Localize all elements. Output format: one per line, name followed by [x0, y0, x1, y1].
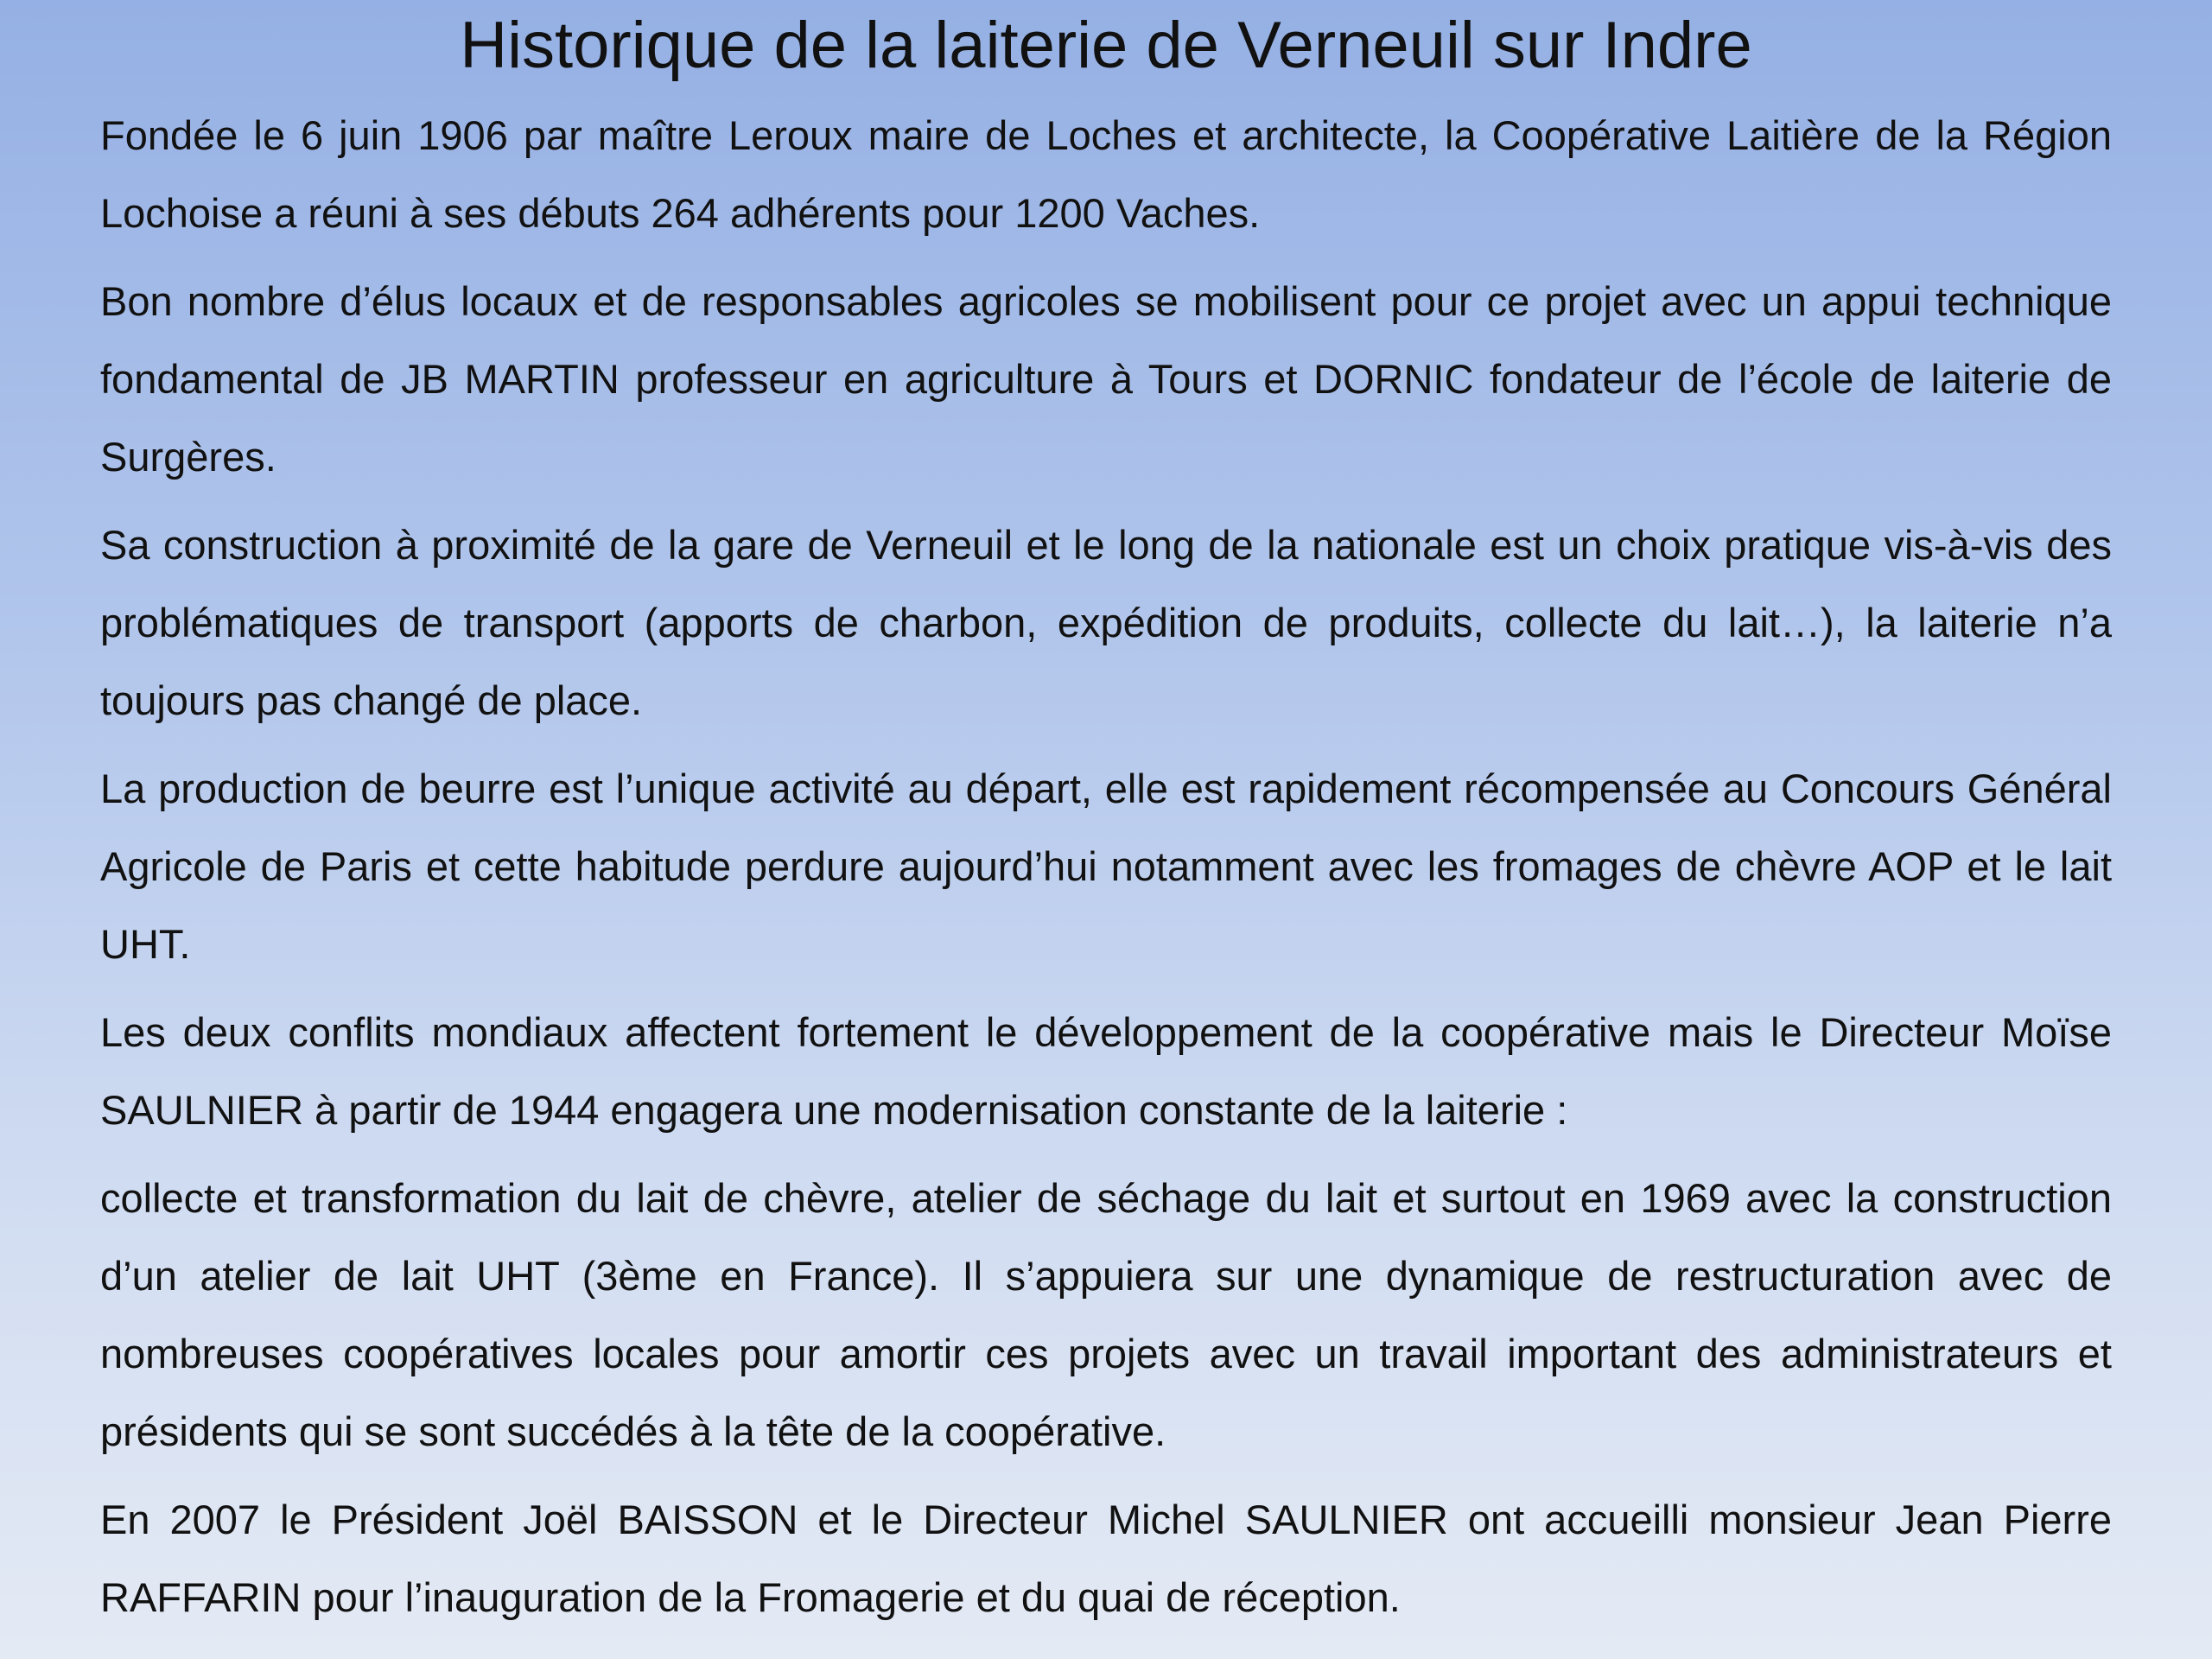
slide-body	[100, 97, 2112, 1647]
paragraph-construction: Sa construction à proximité de la gare de Verneuil et le long de la nationale est un choix pratique vis-à-vis des problématiques de transport (apports de charbon, expédition de produits, collecte du lait…), la laiterie n’a toujours pas changé de place.	[100, 522, 2112, 723]
paragraph-modernisation: collecte et transformation du lait de chèvre, atelier de séchage du lait et surtout en 1969 avec la construction d’un atelier de lait UHT (3ème en France). Il s’appuiera sur une dynamique de restructuration avec de nombreuses coopératives locales pour amortir ces projets avec un travail important des administrateurs et présidents qui se sont succédés à la tête de la coopérative.	[100, 1175, 2112, 1454]
paragraph-inauguration: En 2007 le Président Joël BAISSON et le Directeur Michel SAULNIER ont accueilli monsieur Jean Pierre RAFFARIN pour l’inauguration de la Fromagerie et du quai de réception.	[100, 1497, 2112, 1620]
paragraph-founding: Fondée le 6 juin 1906 par maître Leroux maire de Loches et architecte, la Coopérative Laitière de la Région Lochoise a réuni à ses débuts 264 adhérents pour 1200 Vaches.	[100, 112, 2112, 236]
paragraph-conflicts: Les deux conflits mondiaux affectent fortement le développement de la coopérative mais le Directeur Moïse SAULNIER à partir de 1944 engagera une modernisation constante de la laiterie :	[100, 1009, 2112, 1133]
paragraph-production: La production de beurre est l’unique activité au départ, elle est rapidement récompensée au Concours Général Agricole de Paris et cette habitude perdure aujourd’hui notamment avec les fromages de chèvre AOP et le lait UHT.	[100, 766, 2112, 967]
paragraph-support: Bon nombre d’élus locaux et de responsables agricoles se mobilisent pour ce projet avec un appui technique fondamental de JB MARTIN professeur en agriculture à Tours et DORNIC fondateur de l’école de laiterie de Surgères.	[100, 278, 2112, 480]
slide-title: Historique de la laiterie de Verneuil sur Indre	[460, 9, 1752, 82]
